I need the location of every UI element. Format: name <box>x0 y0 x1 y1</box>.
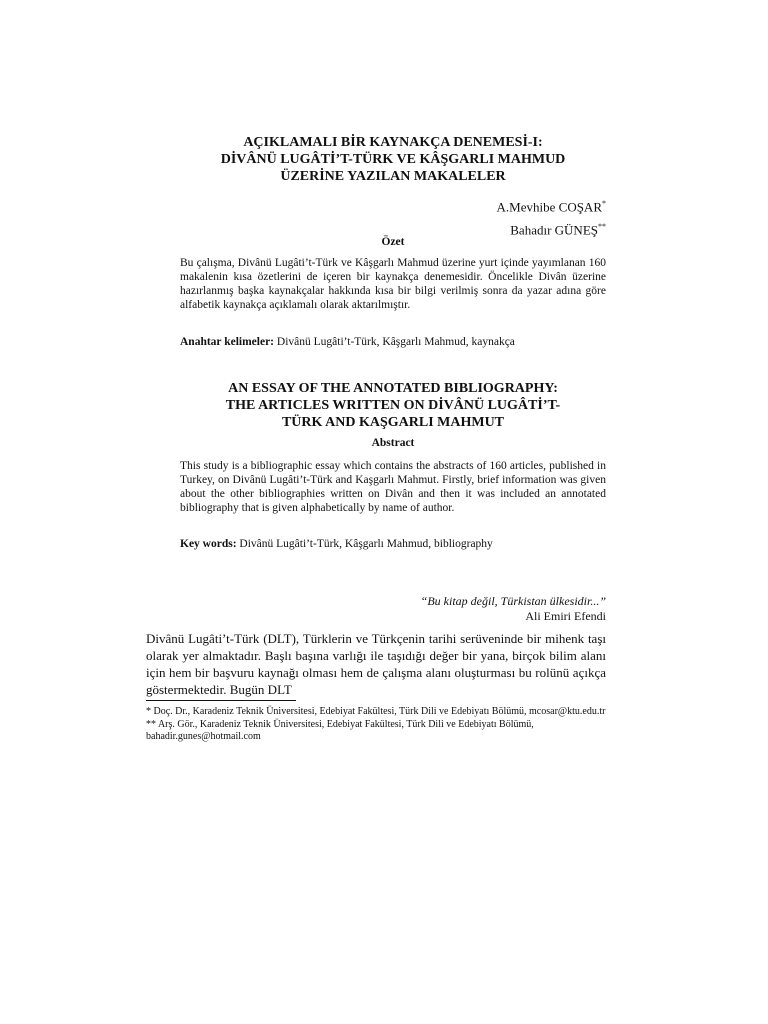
turkish-title <box>180 134 606 185</box>
ozet-heading: Özet <box>381 236 405 248</box>
abstract-text: This study is a bibliographic essay which contains the abstracts of 160 articles, published in Turkey, on Divânü Lugâti’t-Türk and Kaşgarlı Mahmut. Firstly, brief information was given about the other bibliographies written on Divân and then it was included an annotated bibliography that is given alphabetically by name of author. <box>180 460 606 514</box>
ozet-keywords <box>180 335 606 349</box>
keywords-value: Divânü Lugâti’t-Türk, Kâşgarlı Mahmud, bibliography <box>239 538 493 550</box>
abstract-heading: Abstract <box>371 437 415 449</box>
title-line: AN ESSAY OF THE ANNOTATED BIBLIOGRAPHY: <box>228 381 558 396</box>
title-line: DİVÂNÜ LUGÂTİ’T-TÜRK VE KÂŞGARLI MAHMUD <box>220 152 566 167</box>
footnotes <box>146 706 606 744</box>
title-line: THE ARTICLES WRITTEN ON DİVÂNÜ LUGÂTİ’T- <box>225 398 561 413</box>
keywords-value: Divânü Lugâti’t-Türk, Kâşgarlı Mahmud, kaynakça <box>276 336 515 348</box>
footnote-divider <box>146 700 296 701</box>
ozet-text: Bu çalışma, Divânü Lugâti’t-Türk ve Kâşgarlı Mahmud üzerine yurt içinde yayımlanan 160 makalenin kısa özetlerini de içeren bir kaynakça denemesidir. Öncelikle Divân üzerine hazırlanmış başka kaynakçalar hakkında kısa bir bilgi verilmiş sonra da yazar adına göre alfabetik kaynakça açıklamalı olarak aktarılmıştır. <box>180 257 606 311</box>
author-name: A.Mevhibe COŞAR <box>496 199 602 215</box>
epigraph-quote: “Bu kitap değil, Türkistan ülkesidir...” <box>420 594 606 608</box>
author-name: Bahadır GÜNEŞ <box>510 222 598 238</box>
title-line: ÜZERİNE YAZILAN MAKALELER <box>280 169 506 184</box>
footnote-1: * Doç. Dr., Karadeniz Teknik Üniversitesi, Edebiyat Fakültesi, Türk Dili ve Edebiyatı Bölümü, mcosar@ktu.edu.tr <box>146 706 606 717</box>
english-title <box>180 380 606 431</box>
epigraph <box>421 594 606 624</box>
title-line: TÜRK AND KAŞGARLI MAHMUT <box>281 415 505 430</box>
keywords-label: Anahtar kelimeler: <box>180 336 275 348</box>
keywords-label: Key words: <box>180 538 237 550</box>
epigraph-attribution: Ali Emiri Efendi <box>525 609 606 623</box>
footnote-mark: * <box>602 199 606 208</box>
author-list <box>497 194 606 241</box>
footnote-mark: ** <box>598 222 606 232</box>
footnote-2: ** Arş. Gör., Karadeniz Teknik Üniversitesi, Edebiyat Fakültesi, Türk Dili ve Edebiyatı Bölümü, bahadir.gunes@hotmail.com <box>146 719 534 742</box>
author-1 <box>497 194 606 217</box>
abstract-keywords <box>180 537 606 551</box>
title-line: AÇIKLAMALI BİR KAYNAKÇA DENEMESİ-I: <box>243 135 543 150</box>
body-paragraph: Divânü Lugâti’t-Türk (DLT), Türklerin ve Türkçenin tarihi serüveninde bir mihenk taşı olarak yer almaktadır. Başlı başına varlığı ile taşıdığı değer bir yana, birçok bilim alanı için hem bir başvuru kaynağı olması hem de çalışma alanı oluşturması bu rolünü açıkça göstermektedir. Bugün DLT <box>146 631 606 697</box>
